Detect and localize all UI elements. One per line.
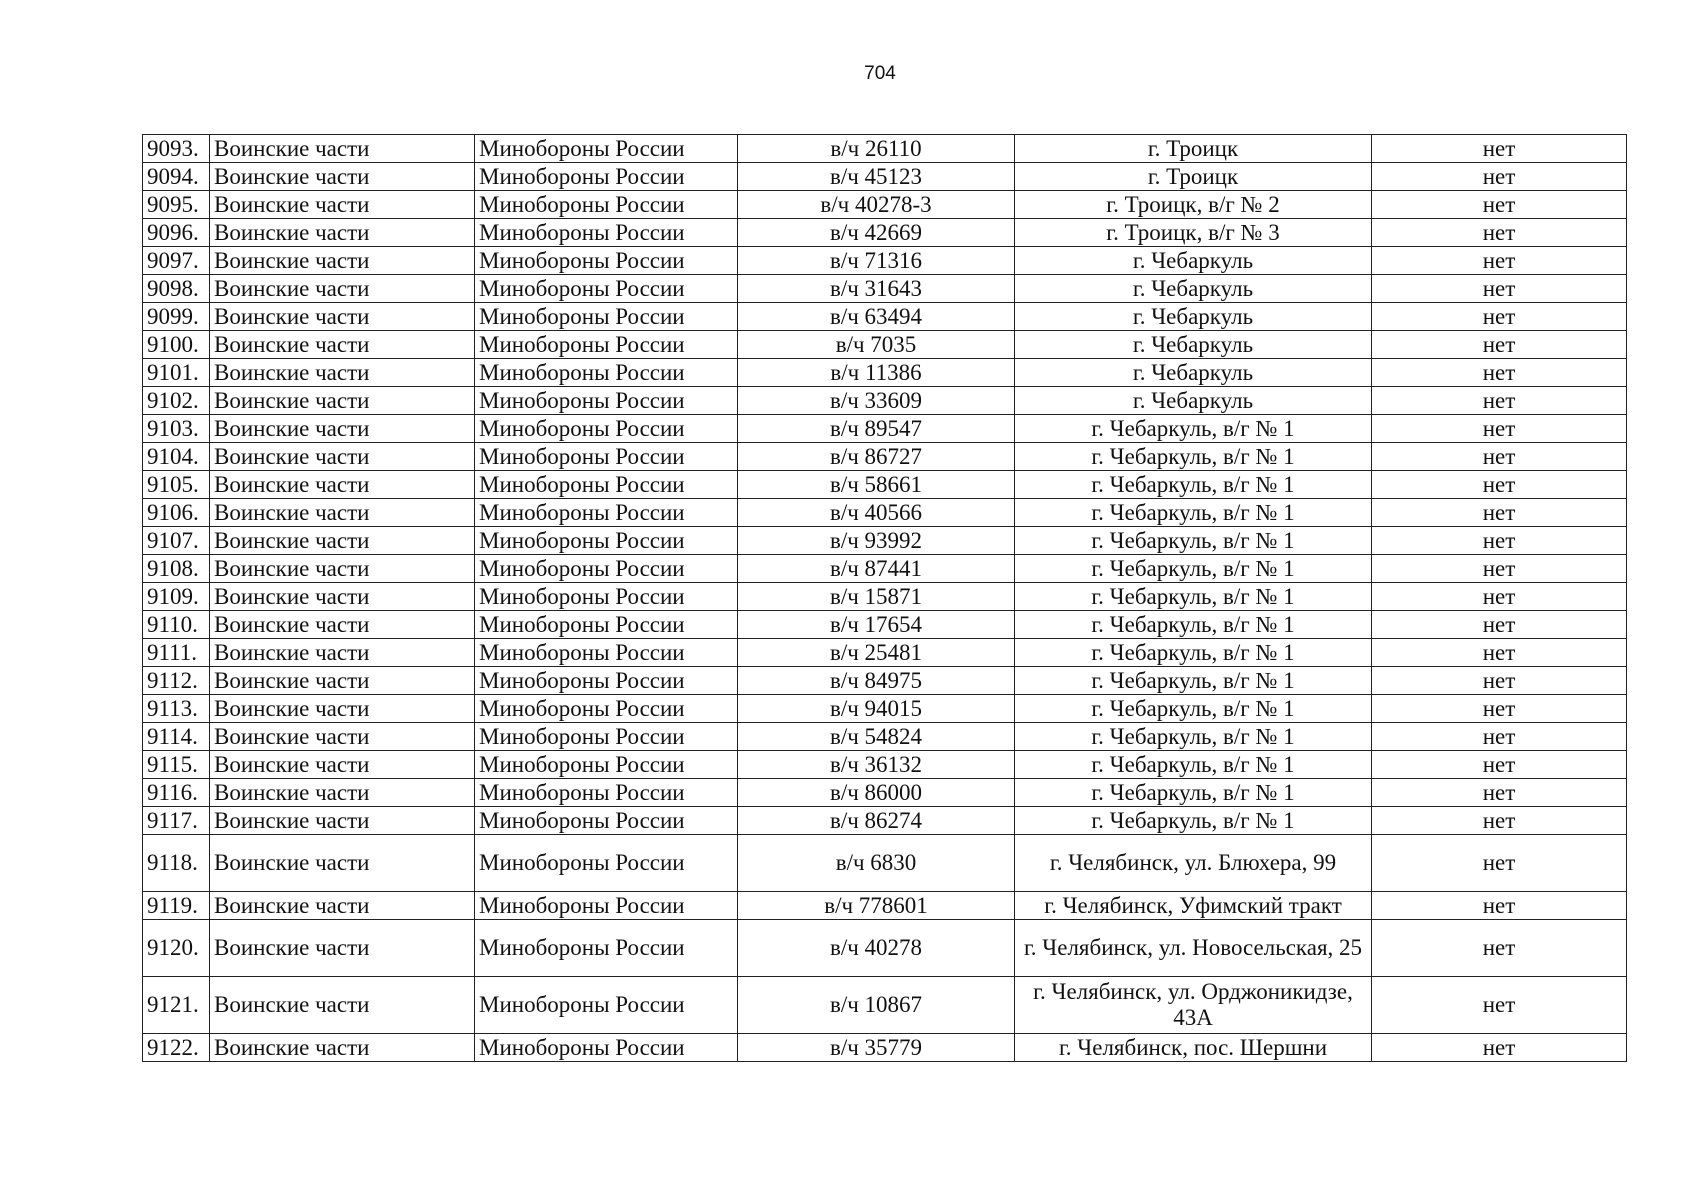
entity-type-cell: Воинские части <box>210 443 475 471</box>
ministry-cell: Минобороны России <box>475 499 738 527</box>
flag-value-cell: нет <box>1372 977 1627 1034</box>
row-number-cell: 9099. <box>143 303 210 331</box>
flag-value-cell: нет <box>1372 135 1627 163</box>
ministry-cell: Минобороны России <box>475 611 738 639</box>
table-row <box>143 359 1627 387</box>
table-row <box>143 247 1627 275</box>
row-number-cell: 9117. <box>143 807 210 835</box>
ministry-cell: Минобороны России <box>475 135 738 163</box>
entity-type-cell: Воинские части <box>210 191 475 219</box>
row-number-cell: 9106. <box>143 499 210 527</box>
military-unit-cell: в/ч 58661 <box>738 471 1015 499</box>
location-cell: г. Чебаркуль, в/г № 1 <box>1015 443 1372 471</box>
location-cell: г. Чебаркуль <box>1015 359 1372 387</box>
table-row <box>143 667 1627 695</box>
row-number-cell: 9109. <box>143 583 210 611</box>
flag-value-cell: нет <box>1372 331 1627 359</box>
table-row <box>143 499 1627 527</box>
military-unit-cell: в/ч 40566 <box>738 499 1015 527</box>
table-row <box>143 415 1627 443</box>
location-cell: г. Чебаркуль <box>1015 303 1372 331</box>
entity-type-cell: Воинские части <box>210 219 475 247</box>
table-row <box>143 471 1627 499</box>
row-number-cell: 9108. <box>143 555 210 583</box>
location-cell: г. Чебаркуль, в/г № 1 <box>1015 499 1372 527</box>
military-unit-cell: в/ч 40278 <box>738 920 1015 977</box>
entity-type-cell: Воинские части <box>210 583 475 611</box>
flag-value-cell: нет <box>1372 611 1627 639</box>
entity-type-cell: Воинские части <box>210 303 475 331</box>
row-number-cell: 9118. <box>143 835 210 892</box>
flag-value-cell: нет <box>1372 920 1627 977</box>
flag-value-cell: нет <box>1372 751 1627 779</box>
entity-type-cell: Воинские части <box>210 275 475 303</box>
entity-type-cell: Воинские части <box>210 527 475 555</box>
table-row <box>143 527 1627 555</box>
row-number-cell: 9093. <box>143 135 210 163</box>
flag-value-cell: нет <box>1372 443 1627 471</box>
row-number-cell: 9105. <box>143 471 210 499</box>
location-cell: г. Чебаркуль <box>1015 275 1372 303</box>
entity-type-cell: Воинские части <box>210 331 475 359</box>
entity-type-cell: Воинские части <box>210 611 475 639</box>
military-unit-cell: в/ч 36132 <box>738 751 1015 779</box>
entity-type-cell: Воинские части <box>210 667 475 695</box>
entity-type-cell: Воинские части <box>210 751 475 779</box>
location-cell: г. Челябинск, ул. Блюхера, 99 <box>1015 835 1372 892</box>
row-number-cell: 9116. <box>143 779 210 807</box>
flag-value-cell: нет <box>1372 639 1627 667</box>
row-number-cell: 9103. <box>143 415 210 443</box>
entity-type-cell: Воинские части <box>210 977 475 1034</box>
military-unit-cell: в/ч 15871 <box>738 583 1015 611</box>
flag-value-cell: нет <box>1372 359 1627 387</box>
flag-value-cell: нет <box>1372 219 1627 247</box>
ministry-cell: Минобороны России <box>475 892 738 920</box>
page-number: 704 <box>864 63 896 84</box>
row-number-cell: 9119. <box>143 892 210 920</box>
location-cell: г. Челябинск, пос. Шершни <box>1015 1034 1372 1062</box>
ministry-cell: Минобороны России <box>475 1034 738 1062</box>
military-unit-cell: в/ч 35779 <box>738 1034 1015 1062</box>
ministry-cell: Минобороны России <box>475 387 738 415</box>
ministry-cell: Минобороны России <box>475 443 738 471</box>
location-cell: г. Чебаркуль, в/г № 1 <box>1015 667 1372 695</box>
flag-value-cell: нет <box>1372 835 1627 892</box>
flag-value-cell: нет <box>1372 723 1627 751</box>
military-unit-cell: в/ч 45123 <box>738 163 1015 191</box>
row-number-cell: 9101. <box>143 359 210 387</box>
entity-type-cell: Воинские части <box>210 163 475 191</box>
ministry-cell: Минобороны России <box>475 807 738 835</box>
flag-value-cell: нет <box>1372 387 1627 415</box>
entity-type-cell: Воинские части <box>210 639 475 667</box>
ministry-cell: Минобороны России <box>475 751 738 779</box>
location-cell: г. Троицк <box>1015 163 1372 191</box>
flag-value-cell: нет <box>1372 247 1627 275</box>
location-cell: г. Чебаркуль, в/г № 1 <box>1015 723 1372 751</box>
military-unit-cell: в/ч 54824 <box>738 723 1015 751</box>
row-number-cell: 9102. <box>143 387 210 415</box>
military-unit-cell: в/ч 63494 <box>738 303 1015 331</box>
row-number-cell: 9111. <box>143 639 210 667</box>
ministry-cell: Минобороны России <box>475 303 738 331</box>
table-row <box>143 387 1627 415</box>
flag-value-cell: нет <box>1372 303 1627 331</box>
ministry-cell: Минобороны России <box>475 359 738 387</box>
table-row <box>143 275 1627 303</box>
ministry-cell: Минобороны России <box>475 977 738 1034</box>
table-row <box>143 611 1627 639</box>
table-row <box>143 583 1627 611</box>
ministry-cell: Минобороны России <box>475 639 738 667</box>
location-cell: г. Троицк, в/г № 3 <box>1015 219 1372 247</box>
military-unit-cell: в/ч 778601 <box>738 892 1015 920</box>
location-cell: г. Чебаркуль, в/г № 1 <box>1015 415 1372 443</box>
table-row <box>143 695 1627 723</box>
location-cell: г. Челябинск, ул. Орджоникидзе, 43А <box>1015 977 1372 1034</box>
ministry-cell: Минобороны России <box>475 415 738 443</box>
military-unit-cell: в/ч 7035 <box>738 331 1015 359</box>
table-row <box>143 835 1627 892</box>
location-cell: г. Чебаркуль, в/г № 1 <box>1015 611 1372 639</box>
flag-value-cell: нет <box>1372 499 1627 527</box>
location-cell: г. Чебаркуль, в/г № 1 <box>1015 695 1372 723</box>
table-row <box>143 163 1627 191</box>
table-row <box>143 977 1627 1034</box>
flag-value-cell: нет <box>1372 807 1627 835</box>
table-row <box>143 135 1627 163</box>
military-unit-cell: в/ч 31643 <box>738 275 1015 303</box>
row-number-cell: 9120. <box>143 920 210 977</box>
table-row <box>143 779 1627 807</box>
entity-type-cell: Воинские части <box>210 415 475 443</box>
ministry-cell: Минобороны России <box>475 695 738 723</box>
military-unit-cell: в/ч 87441 <box>738 555 1015 583</box>
location-cell: г. Чебаркуль, в/г № 1 <box>1015 527 1372 555</box>
location-cell: г. Чебаркуль, в/г № 1 <box>1015 583 1372 611</box>
location-cell: г. Чебаркуль, в/г № 1 <box>1015 751 1372 779</box>
flag-value-cell: нет <box>1372 667 1627 695</box>
table-row <box>143 191 1627 219</box>
table-row <box>143 303 1627 331</box>
military-unit-cell: в/ч 40278-3 <box>738 191 1015 219</box>
location-cell: г. Чебаркуль <box>1015 387 1372 415</box>
flag-value-cell: нет <box>1372 695 1627 723</box>
flag-value-cell: нет <box>1372 779 1627 807</box>
military-unit-cell: в/ч 26110 <box>738 135 1015 163</box>
table-row <box>143 751 1627 779</box>
entity-type-cell: Воинские части <box>210 471 475 499</box>
ministry-cell: Минобороны России <box>475 191 738 219</box>
military-unit-cell: в/ч 84975 <box>738 667 1015 695</box>
row-number-cell: 9121. <box>143 977 210 1034</box>
entity-type-cell: Воинские части <box>210 499 475 527</box>
ministry-cell: Минобороны России <box>475 219 738 247</box>
military-unit-cell: в/ч 42669 <box>738 219 1015 247</box>
location-cell: г. Чебаркуль, в/г № 1 <box>1015 807 1372 835</box>
military-unit-cell: в/ч 11386 <box>738 359 1015 387</box>
military-unit-cell: в/ч 71316 <box>738 247 1015 275</box>
location-cell: г. Чебаркуль <box>1015 331 1372 359</box>
entity-type-cell: Воинские части <box>210 892 475 920</box>
table-row <box>143 920 1627 977</box>
flag-value-cell: нет <box>1372 191 1627 219</box>
ministry-cell: Минобороны России <box>475 723 738 751</box>
location-cell: г. Троицк, в/г № 2 <box>1015 191 1372 219</box>
entity-type-cell: Воинские части <box>210 779 475 807</box>
ministry-cell: Минобороны России <box>475 835 738 892</box>
military-unit-cell: в/ч 86727 <box>738 443 1015 471</box>
table-body <box>143 135 1627 1062</box>
row-number-cell: 9095. <box>143 191 210 219</box>
ministry-cell: Минобороны России <box>475 275 738 303</box>
table-row <box>143 807 1627 835</box>
entity-type-cell: Воинские части <box>210 723 475 751</box>
flag-value-cell: нет <box>1372 527 1627 555</box>
ministry-cell: Минобороны России <box>475 667 738 695</box>
table-row <box>143 892 1627 920</box>
location-cell: г. Чебаркуль, в/г № 1 <box>1015 779 1372 807</box>
flag-value-cell: нет <box>1372 892 1627 920</box>
ministry-cell: Минобороны России <box>475 331 738 359</box>
entity-type-cell: Воинские части <box>210 387 475 415</box>
military-unit-cell: в/ч 33609 <box>738 387 1015 415</box>
flag-value-cell: нет <box>1372 471 1627 499</box>
location-cell: г. Троицк <box>1015 135 1372 163</box>
row-number-cell: 9107. <box>143 527 210 555</box>
location-cell: г. Чебаркуль, в/г № 1 <box>1015 555 1372 583</box>
entity-type-cell: Воинские части <box>210 695 475 723</box>
military-unit-cell: в/ч 25481 <box>738 639 1015 667</box>
entity-type-cell: Воинские части <box>210 807 475 835</box>
row-number-cell: 9114. <box>143 723 210 751</box>
military-unit-cell: в/ч 86000 <box>738 779 1015 807</box>
table-row <box>143 1034 1627 1062</box>
location-cell: г. Чебаркуль, в/г № 1 <box>1015 639 1372 667</box>
row-number-cell: 9096. <box>143 219 210 247</box>
table-row <box>143 555 1627 583</box>
table-row <box>143 639 1627 667</box>
table-row <box>143 331 1627 359</box>
military-unit-cell: в/ч 6830 <box>738 835 1015 892</box>
row-number-cell: 9104. <box>143 443 210 471</box>
ministry-cell: Минобороны России <box>475 247 738 275</box>
location-cell: г. Чебаркуль, в/г № 1 <box>1015 471 1372 499</box>
table-row <box>143 723 1627 751</box>
flag-value-cell: нет <box>1372 415 1627 443</box>
ministry-cell: Минобороны России <box>475 527 738 555</box>
row-number-cell: 9113. <box>143 695 210 723</box>
location-cell: г. Челябинск, Уфимский тракт <box>1015 892 1372 920</box>
units-table <box>142 134 1627 1062</box>
location-cell: г. Чебаркуль <box>1015 247 1372 275</box>
ministry-cell: Минобороны России <box>475 583 738 611</box>
military-unit-cell: в/ч 10867 <box>738 977 1015 1034</box>
row-number-cell: 9110. <box>143 611 210 639</box>
flag-value-cell: нет <box>1372 275 1627 303</box>
ministry-cell: Минобороны России <box>475 555 738 583</box>
row-number-cell: 9100. <box>143 331 210 359</box>
flag-value-cell: нет <box>1372 583 1627 611</box>
military-unit-cell: в/ч 17654 <box>738 611 1015 639</box>
ministry-cell: Минобороны России <box>475 779 738 807</box>
row-number-cell: 9122. <box>143 1034 210 1062</box>
row-number-cell: 9094. <box>143 163 210 191</box>
ministry-cell: Минобороны России <box>475 471 738 499</box>
flag-value-cell: нет <box>1372 555 1627 583</box>
entity-type-cell: Воинские части <box>210 135 475 163</box>
flag-value-cell: нет <box>1372 163 1627 191</box>
military-unit-cell: в/ч 93992 <box>738 527 1015 555</box>
table-row <box>143 443 1627 471</box>
entity-type-cell: Воинские части <box>210 247 475 275</box>
location-cell: г. Челябинск, ул. Новосельская, 25 <box>1015 920 1372 977</box>
entity-type-cell: Воинские части <box>210 555 475 583</box>
table-row <box>143 219 1627 247</box>
ministry-cell: Минобороны России <box>475 163 738 191</box>
row-number-cell: 9097. <box>143 247 210 275</box>
military-unit-cell: в/ч 89547 <box>738 415 1015 443</box>
entity-type-cell: Воинские части <box>210 1034 475 1062</box>
military-unit-cell: в/ч 94015 <box>738 695 1015 723</box>
row-number-cell: 9115. <box>143 751 210 779</box>
ministry-cell: Минобороны России <box>475 920 738 977</box>
entity-type-cell: Воинские части <box>210 920 475 977</box>
flag-value-cell: нет <box>1372 1034 1627 1062</box>
entity-type-cell: Воинские части <box>210 835 475 892</box>
military-unit-cell: в/ч 86274 <box>738 807 1015 835</box>
row-number-cell: 9098. <box>143 275 210 303</box>
row-number-cell: 9112. <box>143 667 210 695</box>
entity-type-cell: Воинские части <box>210 359 475 387</box>
